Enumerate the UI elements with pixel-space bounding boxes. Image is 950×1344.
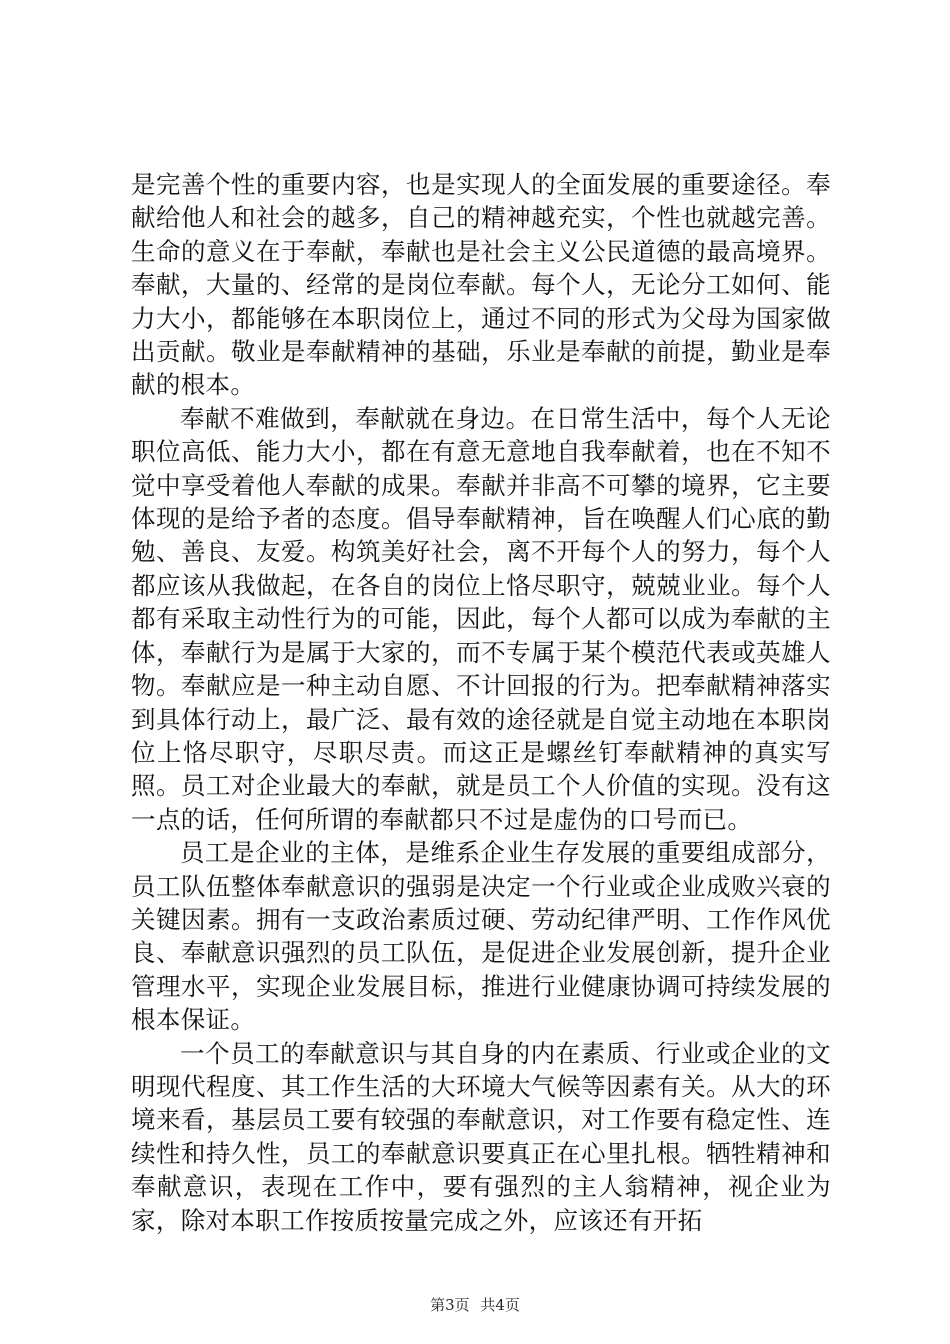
page-footer (0, 1294, 950, 1315)
paragraph-3: 员工是企业的主体，是维系企业生存发展的重要组成部分，员工队伍整体奉献意识的强弱是决定一个行业或企业成败兴衰的关键因素。拥有一支政治素质过硬、劳动纪律严明、工作作风优良、奉献意识强烈的员工队伍，是促进企业发展创新，提升企业管理水平，实现企业发展目标，推进行业健康协调可持续发展的根本保证。 (131, 838, 831, 1035)
paragraph-2: 奉献不难做到，奉献就在身边。在日常生活中，每个人无论职位高低、能力大小，都在有意无意地自我奉献着，也在不知不觉中享受着他人奉献的成果。奉献并非高不可攀的境界，它主要体现的是给予者的态度。倡导奉献精神，旨在唤醒人们心底的勤勉、善良、友爱。构筑美好社会，离不开每个人的努力，每个人都应该从我做起，在各自的岗位上恪尽职守，兢兢业业。每个人都有采取主动性行为的可能，因此，每个人都可以成为奉献的主体，奉献行为是属于大家的，而不专属于某个模范代表或英雄人物。奉献应是一种主动自愿、不计回报的行为。把奉献精神落实到具体行动上，最广泛、最有效的途径就是自觉主动地在本职岗位上恪尽职守，尽职尽责。而这正是螺丝钉奉献精神的真实写照。员工对企业最大的奉献，就是员工个人价值的实现。没有这一点的话，任何所谓的奉献都只不过是虚伪的口号而已。 (131, 403, 831, 834)
page-total: 共4页 (480, 1296, 520, 1314)
paragraph-1: 是完善个性的重要内容，也是实现人的全面发展的重要途径。奉献给他人和社会的越多，自己的精神越充实，个性也就越完善。生命的意义在于奉献，奉献也是社会主义公民道德的最高境界。奉献，大量的、经常的是岗位奉献。每个人，无论分工如何、能力大小，都能够在本职岗位上，通过不同的形式为父母为国家做出贡献。敬业是奉献精神的基础，乐业是奉献的前提，勤业是奉献的根本。 (131, 170, 831, 400)
page-number: 第3页 (430, 1296, 470, 1314)
paragraph-4: 一个员工的奉献意识与其自身的内在素质、行业或企业的文明现代程度、其工作生活的大环境大气候等因素有关。从大的环境来看，基层员工要有较强的奉献意识，对工作要有稳定性、连续性和持久性，员工的奉献意识要真正在心里扎根。牺牲精神和奉献意识，表现在工作中，要有强烈的主人翁精神，视企业为家，除对本职工作按质按量完成之外，应该还有开拓 (131, 1038, 831, 1235)
document-body (131, 168, 831, 1237)
